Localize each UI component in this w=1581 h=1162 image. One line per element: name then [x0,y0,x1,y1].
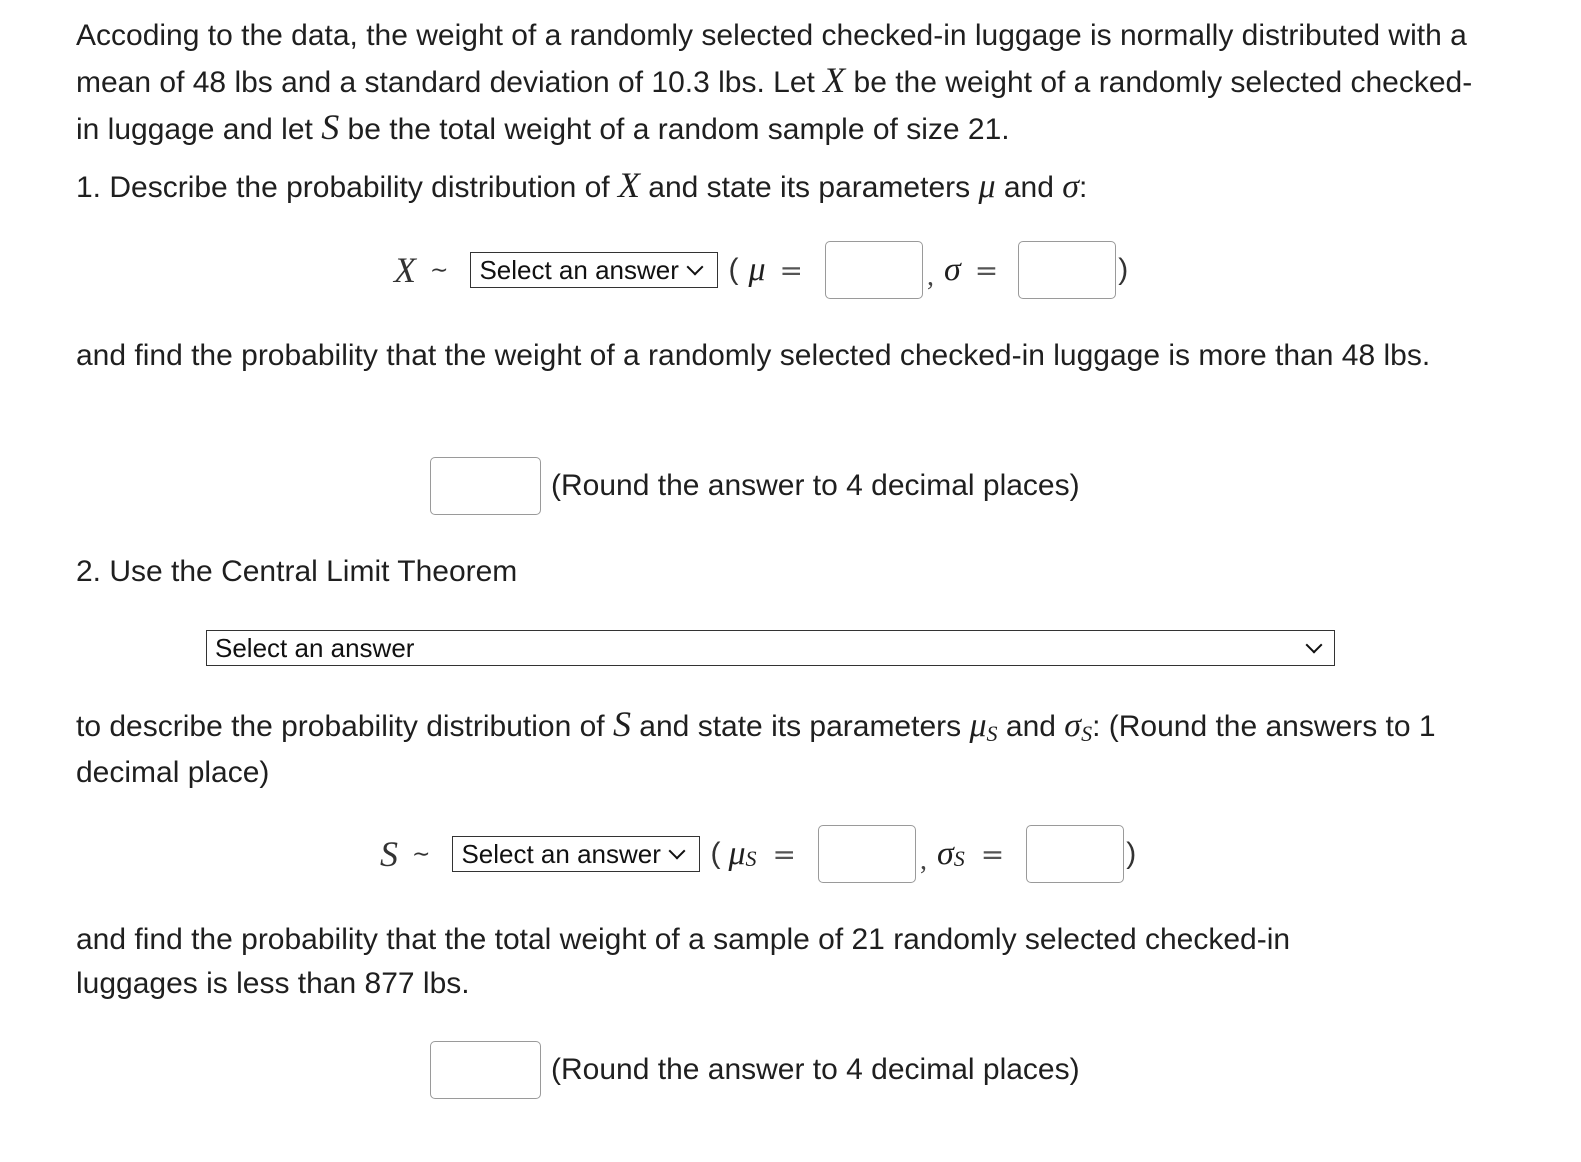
sigma-symbol: σ [1062,168,1080,205]
q2-text: and [997,710,1065,743]
chevron-down-icon [686,259,703,276]
probability-1-input[interactable] [430,457,541,515]
chevron-down-icon [668,843,685,860]
s-distribution-select[interactable] [452,836,700,872]
mu-s-input[interactable] [818,825,916,883]
sigma-input[interactable] [1018,241,1116,299]
question-2b: and find the probability that the total weight of a sample of 21 randomly selected checked-in luggages is less than 877 lbs. [76,923,1291,1000]
question-1 [76,163,1476,210]
q2-text: : (Round the answers to 1 decimal place) [76,710,1436,789]
intro-text: be the total weight of a random sample of size 21. [339,113,1010,146]
q1-text: 1. Describe the probability distribution of [76,171,618,204]
open-paren: ( [728,253,739,286]
question-2-heading: 2. Use the Central Limit Theorem [76,555,518,588]
sigma-symbol: σ [936,835,954,872]
s-distribution-row [380,824,1136,884]
q1-text: and [995,171,1063,204]
mu-symbol: μ [748,251,766,288]
q1-text: and state its parameters [639,171,979,204]
question-1b: and find the probability that the weight of a randomly selected checked-in luggage is more than 48 lbs. [76,339,1431,372]
x-distribution-row [394,240,1128,300]
rounding-note: (Round the answer to 4 decimal places) [551,469,1080,502]
mu-input[interactable] [825,241,923,299]
var-x: X [617,165,640,205]
var-x: X [394,250,416,290]
subscript-s: S [986,721,998,746]
var-s: S [612,704,631,744]
rounding-note: (Round the answer to 4 decimal places) [551,1053,1080,1086]
select-label: Select an answer [479,254,679,285]
sigma-symbol: σ [943,251,961,288]
q1-text: : [1079,171,1088,204]
subscript-s: S [953,846,965,871]
comma: , [926,261,934,292]
equals-sign: = [974,253,999,287]
var-x: X [823,60,846,100]
close-paren: ) [1118,253,1129,286]
equals-sign: = [772,837,796,871]
open-paren: ( [710,837,721,870]
x-distribution-select[interactable] [470,252,718,288]
close-paren: ) [1126,837,1137,870]
clt-select[interactable] [206,630,1335,666]
answer-2-row [430,1040,1080,1100]
select-label: Select an answer [461,838,661,869]
q2-text: and state its parameters [630,710,970,743]
var-s: S [321,107,340,147]
tilde-symbol: ∼ [430,257,449,283]
intro-text: be the weight of a randomly selected checked-in luggage and let [76,66,1473,146]
subscript-s: S [1081,721,1093,746]
intro-paragraph [76,14,1476,152]
intro-text: Accoding to the data, the weight of a randomly selected checked-in luggage is normally distributed with a mean of 48 lbs and a standard deviation of 10.3 lbs. Let [76,19,1467,99]
select-label: Select an answer [215,632,415,663]
question-2-description [76,702,1476,795]
equals-sign: = [980,837,1005,871]
tilde-symbol: ∼ [412,841,431,867]
chevron-down-icon [1306,637,1323,654]
answer-1-row [430,456,1080,516]
mu-symbol: μ [978,168,996,205]
mu-symbol: μ [728,835,746,872]
var-s: S [380,834,398,874]
probability-2-input[interactable] [430,1041,541,1099]
sigma-symbol: σ [1064,707,1082,744]
sigma-s-input[interactable] [1026,825,1124,883]
subscript-s: S [745,846,757,871]
equals-sign: = [779,253,803,287]
q2-text: to describe the probability distribution of [76,710,613,743]
comma: , [919,845,927,876]
mu-symbol: μ [969,707,987,744]
